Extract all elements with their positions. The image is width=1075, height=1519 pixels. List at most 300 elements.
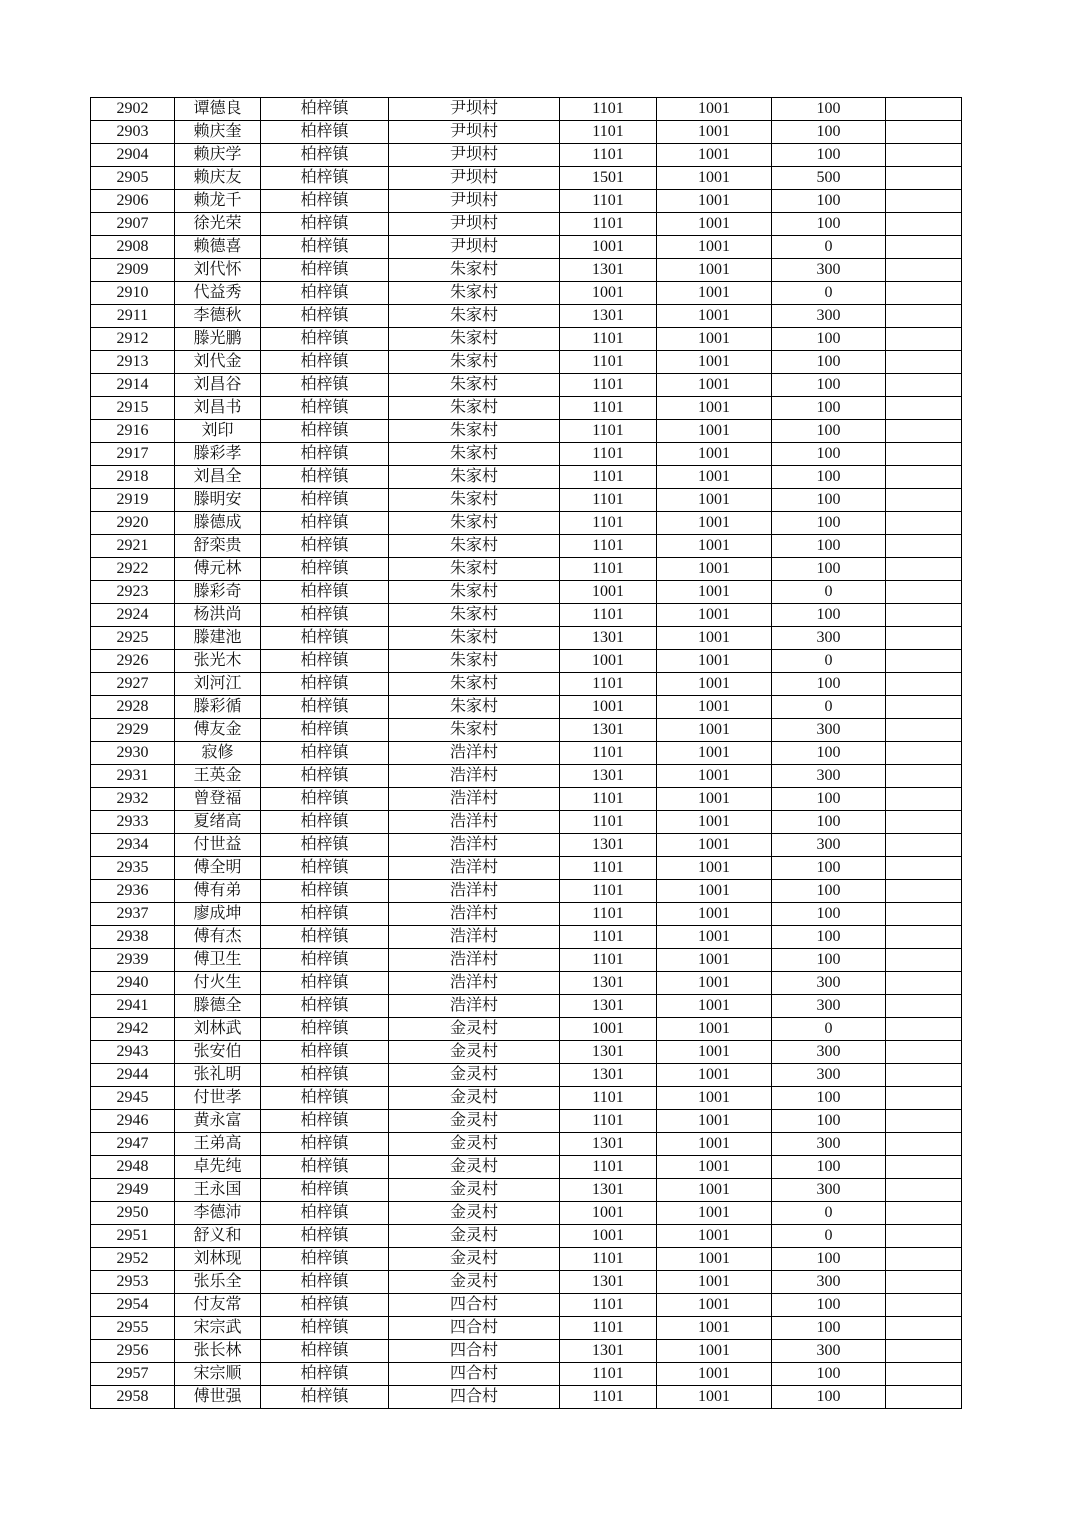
seq-number-cell: 2935: [91, 857, 175, 880]
amount-cell: 300: [772, 719, 886, 742]
name-cell: 傅元林: [175, 558, 261, 581]
town-cell: 柏梓镇: [261, 742, 389, 765]
name-cell: 付世孝: [175, 1087, 261, 1110]
table-row: [91, 98, 962, 121]
town-cell: 柏梓镇: [261, 190, 389, 213]
village-cell: 朱家村: [389, 328, 560, 351]
name-cell: 张长林: [175, 1340, 261, 1363]
value-a-cell: 1301: [560, 1179, 657, 1202]
seq-number-cell: 2955: [91, 1317, 175, 1340]
name-cell: 王英金: [175, 765, 261, 788]
table-row: [91, 765, 962, 788]
town-cell: 柏梓镇: [261, 328, 389, 351]
village-cell: 朱家村: [389, 558, 560, 581]
village-cell: 浩洋村: [389, 926, 560, 949]
remark-cell: [886, 558, 962, 581]
village-cell: 浩洋村: [389, 742, 560, 765]
remark-cell: [886, 1018, 962, 1041]
village-cell: 朱家村: [389, 650, 560, 673]
amount-cell: 300: [772, 1271, 886, 1294]
name-cell: 刘代金: [175, 351, 261, 374]
seq-number-cell: 2943: [91, 1041, 175, 1064]
value-b-cell: 1001: [657, 1018, 772, 1041]
seq-number-cell: 2933: [91, 811, 175, 834]
seq-number-cell: 2938: [91, 926, 175, 949]
value-b-cell: 1001: [657, 190, 772, 213]
town-cell: 柏梓镇: [261, 1271, 389, 1294]
town-cell: 柏梓镇: [261, 1018, 389, 1041]
value-a-cell: 1001: [560, 696, 657, 719]
remark-cell: [886, 397, 962, 420]
seq-number-cell: 2907: [91, 213, 175, 236]
amount-cell: 100: [772, 374, 886, 397]
table-row: [91, 1179, 962, 1202]
town-cell: 柏梓镇: [261, 581, 389, 604]
value-a-cell: 1101: [560, 1110, 657, 1133]
remark-cell: [886, 857, 962, 880]
amount-cell: 100: [772, 466, 886, 489]
seq-number-cell: 2931: [91, 765, 175, 788]
remark-cell: [886, 1041, 962, 1064]
seq-number-cell: 2948: [91, 1156, 175, 1179]
seq-number-cell: 2902: [91, 98, 175, 121]
village-cell: 尹坝村: [389, 121, 560, 144]
seq-number-cell: 2951: [91, 1225, 175, 1248]
village-cell: 浩洋村: [389, 765, 560, 788]
town-cell: 柏梓镇: [261, 1202, 389, 1225]
seq-number-cell: 2921: [91, 535, 175, 558]
village-cell: 四合村: [389, 1340, 560, 1363]
village-cell: 朱家村: [389, 259, 560, 282]
amount-cell: 300: [772, 972, 886, 995]
amount-cell: 100: [772, 880, 886, 903]
value-b-cell: 1001: [657, 512, 772, 535]
table-row: [91, 1363, 962, 1386]
value-a-cell: 1101: [560, 1386, 657, 1409]
value-b-cell: 1001: [657, 420, 772, 443]
seq-number-cell: 2918: [91, 466, 175, 489]
value-b-cell: 1001: [657, 328, 772, 351]
table-row: [91, 558, 962, 581]
town-cell: 柏梓镇: [261, 236, 389, 259]
amount-cell: 100: [772, 190, 886, 213]
value-b-cell: 1001: [657, 949, 772, 972]
seq-number-cell: 2952: [91, 1248, 175, 1271]
value-b-cell: 1001: [657, 627, 772, 650]
town-cell: 柏梓镇: [261, 351, 389, 374]
value-b-cell: 1001: [657, 374, 772, 397]
name-cell: 滕彩孝: [175, 443, 261, 466]
table-body: [91, 98, 962, 1409]
table-row: [91, 236, 962, 259]
name-cell: 宋宗武: [175, 1317, 261, 1340]
remark-cell: [886, 190, 962, 213]
seq-number-cell: 2913: [91, 351, 175, 374]
value-a-cell: 1001: [560, 581, 657, 604]
seq-number-cell: 2934: [91, 834, 175, 857]
value-a-cell: 1101: [560, 1317, 657, 1340]
table-row: [91, 1087, 962, 1110]
name-cell: 张礼明: [175, 1064, 261, 1087]
value-a-cell: 1101: [560, 1294, 657, 1317]
remark-cell: [886, 512, 962, 535]
town-cell: 柏梓镇: [261, 1179, 389, 1202]
amount-cell: 0: [772, 1202, 886, 1225]
seq-number-cell: 2956: [91, 1340, 175, 1363]
village-cell: 朱家村: [389, 627, 560, 650]
value-a-cell: 1101: [560, 1248, 657, 1271]
town-cell: 柏梓镇: [261, 1156, 389, 1179]
seq-number-cell: 2925: [91, 627, 175, 650]
value-b-cell: 1001: [657, 213, 772, 236]
remark-cell: [886, 673, 962, 696]
value-b-cell: 1001: [657, 673, 772, 696]
amount-cell: 100: [772, 535, 886, 558]
town-cell: 柏梓镇: [261, 1363, 389, 1386]
town-cell: 柏梓镇: [261, 1133, 389, 1156]
table-row: [91, 949, 962, 972]
name-cell: 杨洪尚: [175, 604, 261, 627]
town-cell: 柏梓镇: [261, 811, 389, 834]
town-cell: 柏梓镇: [261, 535, 389, 558]
town-cell: 柏梓镇: [261, 995, 389, 1018]
village-cell: 朱家村: [389, 535, 560, 558]
table-row: [91, 857, 962, 880]
seq-number-cell: 2944: [91, 1064, 175, 1087]
village-cell: 四合村: [389, 1363, 560, 1386]
remark-cell: [886, 121, 962, 144]
name-cell: 傅友金: [175, 719, 261, 742]
value-a-cell: 1301: [560, 1064, 657, 1087]
seq-number-cell: 2958: [91, 1386, 175, 1409]
value-b-cell: 1001: [657, 1271, 772, 1294]
town-cell: 柏梓镇: [261, 259, 389, 282]
name-cell: 赖龙千: [175, 190, 261, 213]
value-b-cell: 1001: [657, 719, 772, 742]
value-a-cell: 1301: [560, 305, 657, 328]
amount-cell: 0: [772, 581, 886, 604]
town-cell: 柏梓镇: [261, 696, 389, 719]
value-b-cell: 1001: [657, 972, 772, 995]
value-a-cell: 1301: [560, 259, 657, 282]
amount-cell: 100: [772, 397, 886, 420]
table-row: [91, 1041, 962, 1064]
value-b-cell: 1001: [657, 443, 772, 466]
remark-cell: [886, 144, 962, 167]
remark-cell: [886, 1225, 962, 1248]
village-cell: 朱家村: [389, 719, 560, 742]
seq-number-cell: 2946: [91, 1110, 175, 1133]
town-cell: 柏梓镇: [261, 397, 389, 420]
table-row: [91, 1271, 962, 1294]
seq-number-cell: 2911: [91, 305, 175, 328]
amount-cell: 300: [772, 1340, 886, 1363]
village-cell: 浩洋村: [389, 880, 560, 903]
town-cell: 柏梓镇: [261, 972, 389, 995]
remark-cell: [886, 1386, 962, 1409]
seq-number-cell: 2937: [91, 903, 175, 926]
seq-number-cell: 2916: [91, 420, 175, 443]
seq-number-cell: 2904: [91, 144, 175, 167]
remark-cell: [886, 213, 962, 236]
table-row: [91, 282, 962, 305]
town-cell: 柏梓镇: [261, 443, 389, 466]
table-row: [91, 121, 962, 144]
remark-cell: [886, 627, 962, 650]
remark-cell: [886, 489, 962, 512]
village-cell: 朱家村: [389, 696, 560, 719]
table-row: [91, 420, 962, 443]
value-b-cell: 1001: [657, 98, 772, 121]
village-cell: 朱家村: [389, 466, 560, 489]
remark-cell: [886, 696, 962, 719]
value-b-cell: 1001: [657, 1179, 772, 1202]
table-row: [91, 995, 962, 1018]
table-row: [91, 144, 962, 167]
village-cell: 金灵村: [389, 1225, 560, 1248]
value-a-cell: 1001: [560, 1018, 657, 1041]
village-cell: 金灵村: [389, 1248, 560, 1271]
seq-number-cell: 2919: [91, 489, 175, 512]
seq-number-cell: 2928: [91, 696, 175, 719]
data-table: [90, 97, 962, 1409]
village-cell: 金灵村: [389, 1041, 560, 1064]
remark-cell: [886, 949, 962, 972]
value-b-cell: 1001: [657, 535, 772, 558]
town-cell: 柏梓镇: [261, 903, 389, 926]
name-cell: 傅卫生: [175, 949, 261, 972]
amount-cell: 100: [772, 742, 886, 765]
seq-number-cell: 2950: [91, 1202, 175, 1225]
value-a-cell: 1101: [560, 535, 657, 558]
name-cell: 宋宗顺: [175, 1363, 261, 1386]
village-cell: 朱家村: [389, 673, 560, 696]
seq-number-cell: 2942: [91, 1018, 175, 1041]
value-a-cell: 1101: [560, 1363, 657, 1386]
table-row: [91, 351, 962, 374]
value-b-cell: 1001: [657, 834, 772, 857]
amount-cell: 100: [772, 1087, 886, 1110]
value-a-cell: 1101: [560, 811, 657, 834]
amount-cell: 100: [772, 604, 886, 627]
amount-cell: 100: [772, 811, 886, 834]
value-b-cell: 1001: [657, 1340, 772, 1363]
table-row: [91, 443, 962, 466]
village-cell: 浩洋村: [389, 949, 560, 972]
amount-cell: 300: [772, 834, 886, 857]
table-row: [91, 811, 962, 834]
town-cell: 柏梓镇: [261, 834, 389, 857]
value-b-cell: 1001: [657, 1317, 772, 1340]
name-cell: 卓先纯: [175, 1156, 261, 1179]
village-cell: 四合村: [389, 1317, 560, 1340]
village-cell: 朱家村: [389, 282, 560, 305]
amount-cell: 100: [772, 420, 886, 443]
seq-number-cell: 2954: [91, 1294, 175, 1317]
name-cell: 赖庆友: [175, 167, 261, 190]
amount-cell: 100: [772, 351, 886, 374]
value-a-cell: 1101: [560, 903, 657, 926]
village-cell: 朱家村: [389, 374, 560, 397]
amount-cell: 100: [772, 1294, 886, 1317]
name-cell: 王永国: [175, 1179, 261, 1202]
table-row: [91, 627, 962, 650]
value-b-cell: 1001: [657, 558, 772, 581]
amount-cell: 300: [772, 1179, 886, 1202]
remark-cell: [886, 742, 962, 765]
name-cell: 滕彩奇: [175, 581, 261, 604]
seq-number-cell: 2941: [91, 995, 175, 1018]
town-cell: 柏梓镇: [261, 489, 389, 512]
value-b-cell: 1001: [657, 788, 772, 811]
table-row: [91, 1064, 962, 1087]
remark-cell: [886, 1179, 962, 1202]
table-row: [91, 834, 962, 857]
table-row: [91, 788, 962, 811]
name-cell: 刘昌全: [175, 466, 261, 489]
table-row: [91, 259, 962, 282]
table-row: [91, 397, 962, 420]
seq-number-cell: 2914: [91, 374, 175, 397]
remark-cell: [886, 604, 962, 627]
seq-number-cell: 2940: [91, 972, 175, 995]
value-a-cell: 1101: [560, 788, 657, 811]
town-cell: 柏梓镇: [261, 144, 389, 167]
value-b-cell: 1001: [657, 1248, 772, 1271]
town-cell: 柏梓镇: [261, 650, 389, 673]
value-a-cell: 1101: [560, 420, 657, 443]
village-cell: 尹坝村: [389, 213, 560, 236]
value-a-cell: 1101: [560, 374, 657, 397]
remark-cell: [886, 259, 962, 282]
name-cell: 赖庆奎: [175, 121, 261, 144]
value-a-cell: 1101: [560, 144, 657, 167]
remark-cell: [886, 650, 962, 673]
town-cell: 柏梓镇: [261, 1064, 389, 1087]
town-cell: 柏梓镇: [261, 1294, 389, 1317]
value-a-cell: 1301: [560, 1133, 657, 1156]
amount-cell: 300: [772, 1041, 886, 1064]
name-cell: 代益秀: [175, 282, 261, 305]
table-row: [91, 880, 962, 903]
seq-number-cell: 2922: [91, 558, 175, 581]
town-cell: 柏梓镇: [261, 466, 389, 489]
seq-number-cell: 2947: [91, 1133, 175, 1156]
town-cell: 柏梓镇: [261, 926, 389, 949]
value-b-cell: 1001: [657, 1064, 772, 1087]
table-row: [91, 1133, 962, 1156]
table-row: [91, 1202, 962, 1225]
amount-cell: 100: [772, 443, 886, 466]
seq-number-cell: 2945: [91, 1087, 175, 1110]
name-cell: 刘林武: [175, 1018, 261, 1041]
value-b-cell: 1001: [657, 696, 772, 719]
remark-cell: [886, 788, 962, 811]
value-a-cell: 1101: [560, 857, 657, 880]
amount-cell: 300: [772, 1133, 886, 1156]
town-cell: 柏梓镇: [261, 949, 389, 972]
table-row: [91, 328, 962, 351]
value-a-cell: 1101: [560, 397, 657, 420]
value-b-cell: 1001: [657, 1133, 772, 1156]
amount-cell: 100: [772, 949, 886, 972]
value-a-cell: 1101: [560, 926, 657, 949]
village-cell: 金灵村: [389, 1064, 560, 1087]
village-cell: 浩洋村: [389, 972, 560, 995]
town-cell: 柏梓镇: [261, 213, 389, 236]
remark-cell: [886, 535, 962, 558]
amount-cell: 0: [772, 236, 886, 259]
remark-cell: [886, 926, 962, 949]
seq-number-cell: 2949: [91, 1179, 175, 1202]
amount-cell: 0: [772, 282, 886, 305]
value-a-cell: 1101: [560, 1156, 657, 1179]
village-cell: 朱家村: [389, 420, 560, 443]
village-cell: 金灵村: [389, 1202, 560, 1225]
amount-cell: 100: [772, 512, 886, 535]
table-row: [91, 650, 962, 673]
town-cell: 柏梓镇: [261, 1248, 389, 1271]
amount-cell: 100: [772, 1248, 886, 1271]
amount-cell: 0: [772, 650, 886, 673]
remark-cell: [886, 1110, 962, 1133]
name-cell: 舒义和: [175, 1225, 261, 1248]
remark-cell: [886, 811, 962, 834]
name-cell: 刘林现: [175, 1248, 261, 1271]
amount-cell: 100: [772, 926, 886, 949]
value-a-cell: 1101: [560, 949, 657, 972]
table-row: [91, 1317, 962, 1340]
village-cell: 朱家村: [389, 443, 560, 466]
value-a-cell: 1101: [560, 351, 657, 374]
name-cell: 傅有弟: [175, 880, 261, 903]
table-row: [91, 581, 962, 604]
value-b-cell: 1001: [657, 1294, 772, 1317]
name-cell: 张光木: [175, 650, 261, 673]
value-b-cell: 1001: [657, 305, 772, 328]
remark-cell: [886, 374, 962, 397]
amount-cell: 0: [772, 696, 886, 719]
seq-number-cell: 2906: [91, 190, 175, 213]
table-row: [91, 696, 962, 719]
value-b-cell: 1001: [657, 1363, 772, 1386]
table-row: [91, 1225, 962, 1248]
amount-cell: 100: [772, 98, 886, 121]
town-cell: 柏梓镇: [261, 305, 389, 328]
town-cell: 柏梓镇: [261, 1041, 389, 1064]
value-b-cell: 1001: [657, 1041, 772, 1064]
name-cell: 付友常: [175, 1294, 261, 1317]
village-cell: 浩洋村: [389, 834, 560, 857]
amount-cell: 100: [772, 903, 886, 926]
name-cell: 张乐全: [175, 1271, 261, 1294]
name-cell: 王弟高: [175, 1133, 261, 1156]
village-cell: 朱家村: [389, 397, 560, 420]
village-cell: 金灵村: [389, 1018, 560, 1041]
name-cell: 傅全明: [175, 857, 261, 880]
amount-cell: 100: [772, 1386, 886, 1409]
village-cell: 朱家村: [389, 604, 560, 627]
name-cell: 刘代怀: [175, 259, 261, 282]
value-b-cell: 1001: [657, 236, 772, 259]
seq-number-cell: 2909: [91, 259, 175, 282]
value-a-cell: 1101: [560, 328, 657, 351]
value-a-cell: 1101: [560, 466, 657, 489]
value-b-cell: 1001: [657, 259, 772, 282]
value-a-cell: 1101: [560, 1087, 657, 1110]
value-a-cell: 1301: [560, 995, 657, 1018]
value-b-cell: 1001: [657, 765, 772, 788]
